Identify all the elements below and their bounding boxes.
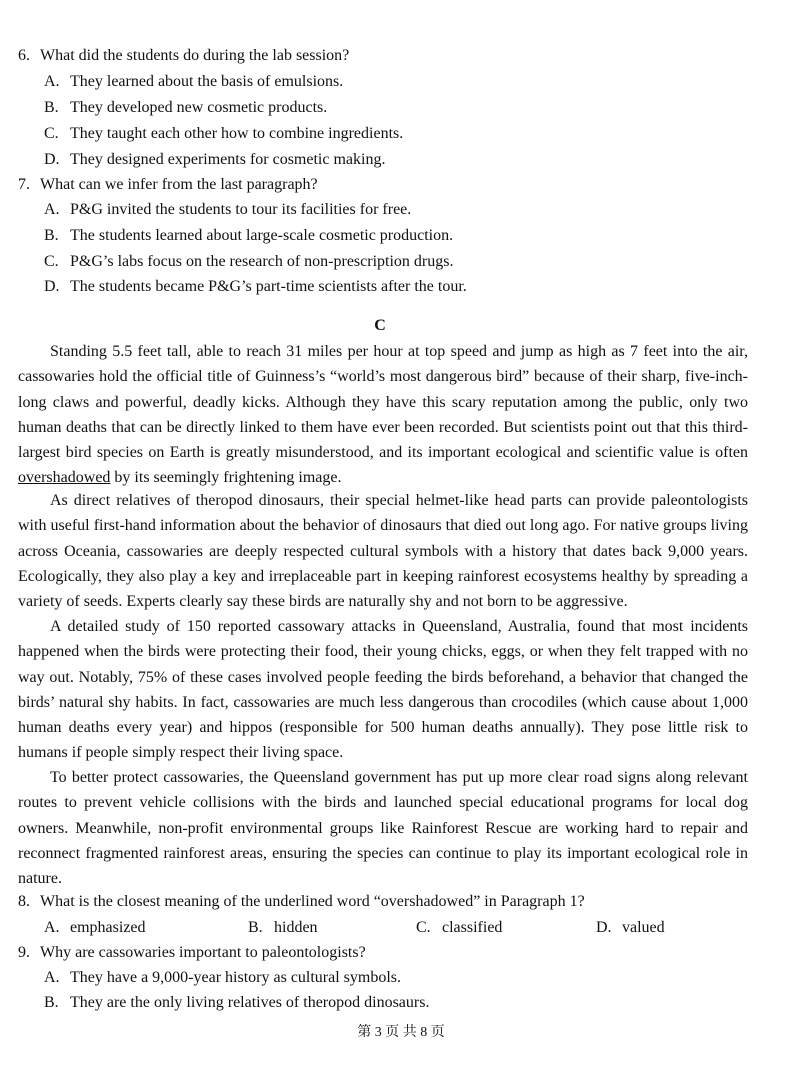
option-8d [596,918,665,938]
paragraph-3: A detailed study of 150 reported cassowary attacks in Queensland, Australia, found that most incidents happened when the birds were protecting their food, their young chicks, eggs, or when they felt trapped with no way out. Notably, 75% of these cases involved people feeding the birds beforehand, a behavior that changed the birds’ natural shy habits. In fact, cassowaries are much less dangerous than crocodiles (which cause about 1,000 human deaths every year) and hippos (responsible for 500 human deaths annually). They pose little risk to humans if people simply respect their living space. [18,618,748,762]
option-text: emphasized [70,919,146,936]
option-label: D. [44,278,60,295]
option-text: They are the only living relatives of theropod dinosaurs. [70,994,430,1011]
question-number: 9. [18,944,30,961]
option-text: They developed new cosmetic products. [70,99,328,116]
question-stem: Why are cassowaries important to paleontologists? [40,944,366,961]
page-footer: 第 3 页 共 8 页 [357,1025,445,1040]
option-9b [44,993,429,1013]
question-6 [18,46,349,66]
option-label: C. [44,125,59,142]
option-label: B. [44,99,59,116]
option-label: B. [44,994,59,1011]
option-label: C. [416,919,431,936]
question-stem: What can we infer from the last paragraph? [40,176,318,193]
option-label: A. [44,201,60,218]
question-stem: What did the students do during the lab session? [40,47,350,64]
paragraph-text: Standing 5.5 feet tall, able to reach 31 miles per hour at top speed and jump as high as 7 feet into the air, cassowaries hold the official title of Guinness’s “world’s most dangerous bird” because of their sharp, five-inch-long claws and powerful, deadly kicks. Although they have this scary reputation among the public, only two human deaths that can be directly linked to them have ever been recorded. But scientists point out that this third-largest bird species on Earth is greatly misunderstood, and its important ecological and scientific value is often [18,343,748,462]
option-6b [44,98,327,118]
option-6a [44,72,343,92]
option-label: D. [596,919,612,936]
question-number: 8. [18,893,30,910]
option-text: P&G’s labs focus on the research of non-prescription drugs. [70,253,454,270]
option-text: valued [622,919,665,936]
question-number: 6. [18,47,30,64]
option-label: C. [44,253,59,270]
underlined-word: overshadowed [18,469,111,487]
option-9a [44,968,401,988]
question-stem: What is the closest meaning of the underlined word “overshadowed” in Paragraph 1? [40,893,585,910]
paragraph-4: To better protect cassowaries, the Queensland government has put up more clear road signs along relevant routes to prevent vehicle collisions with the birds and launched special educational programs for local dog owners. Meanwhile, non-profit environmental groups like Rainforest Rescue are working hard to repair and reconnect fragmented rainforest areas, ensuring the species can continue to play its important ecological role in nature. [18,769,748,888]
option-text: classified [442,919,503,936]
option-label: B. [248,919,263,936]
option-7d [44,277,467,297]
option-label: A. [44,919,60,936]
option-6c [44,124,403,144]
option-text: They designed experiments for cosmetic making. [70,151,386,168]
paragraph-text: by its seemingly frightening image. [110,469,342,487]
option-text: The students learned about large-scale cosmetic production. [70,227,454,244]
option-8b [248,918,318,938]
option-7b [44,226,453,246]
paragraph-1 [18,339,748,491]
option-text: They have a 9,000-year history as cultural symbols. [70,969,402,986]
option-7c [44,252,453,272]
option-text: hidden [274,919,318,936]
question-number: 7. [18,176,30,193]
question-9 [18,943,366,963]
option-8a [44,918,146,938]
option-text: They taught each other how to combine ingredients. [70,125,404,142]
option-text: P&G invited the students to tour its facilities for free. [70,201,412,218]
option-label: A. [44,969,60,986]
option-7a [44,200,411,220]
section-heading: C [374,317,386,334]
question-8 [18,892,585,912]
option-label: D. [44,151,60,168]
question-7 [18,175,318,195]
paragraph-2: As direct relatives of theropod dinosaurs, their special helmet-like head parts can provide paleontologists with useful first-hand information about the behavior of dinosaurs that died out long ago. For native groups living across Oceania, cassowaries are deeply respected cultural symbols with a history that dates back 9,000 years. Ecologically, they also play a key and irreplaceable part in keeping rainforest ecosystems healthy by spreading a variety of seeds. Experts clearly say these birds are naturally shy and not born to be aggressive. [18,492,748,611]
option-6d [44,150,385,170]
option-text: They learned about the basis of emulsions. [70,73,344,90]
option-label: B. [44,227,59,244]
option-8c [416,918,502,938]
option-text: The students became P&G’s part-time scientists after the tour. [70,278,467,295]
option-label: A. [44,73,60,90]
